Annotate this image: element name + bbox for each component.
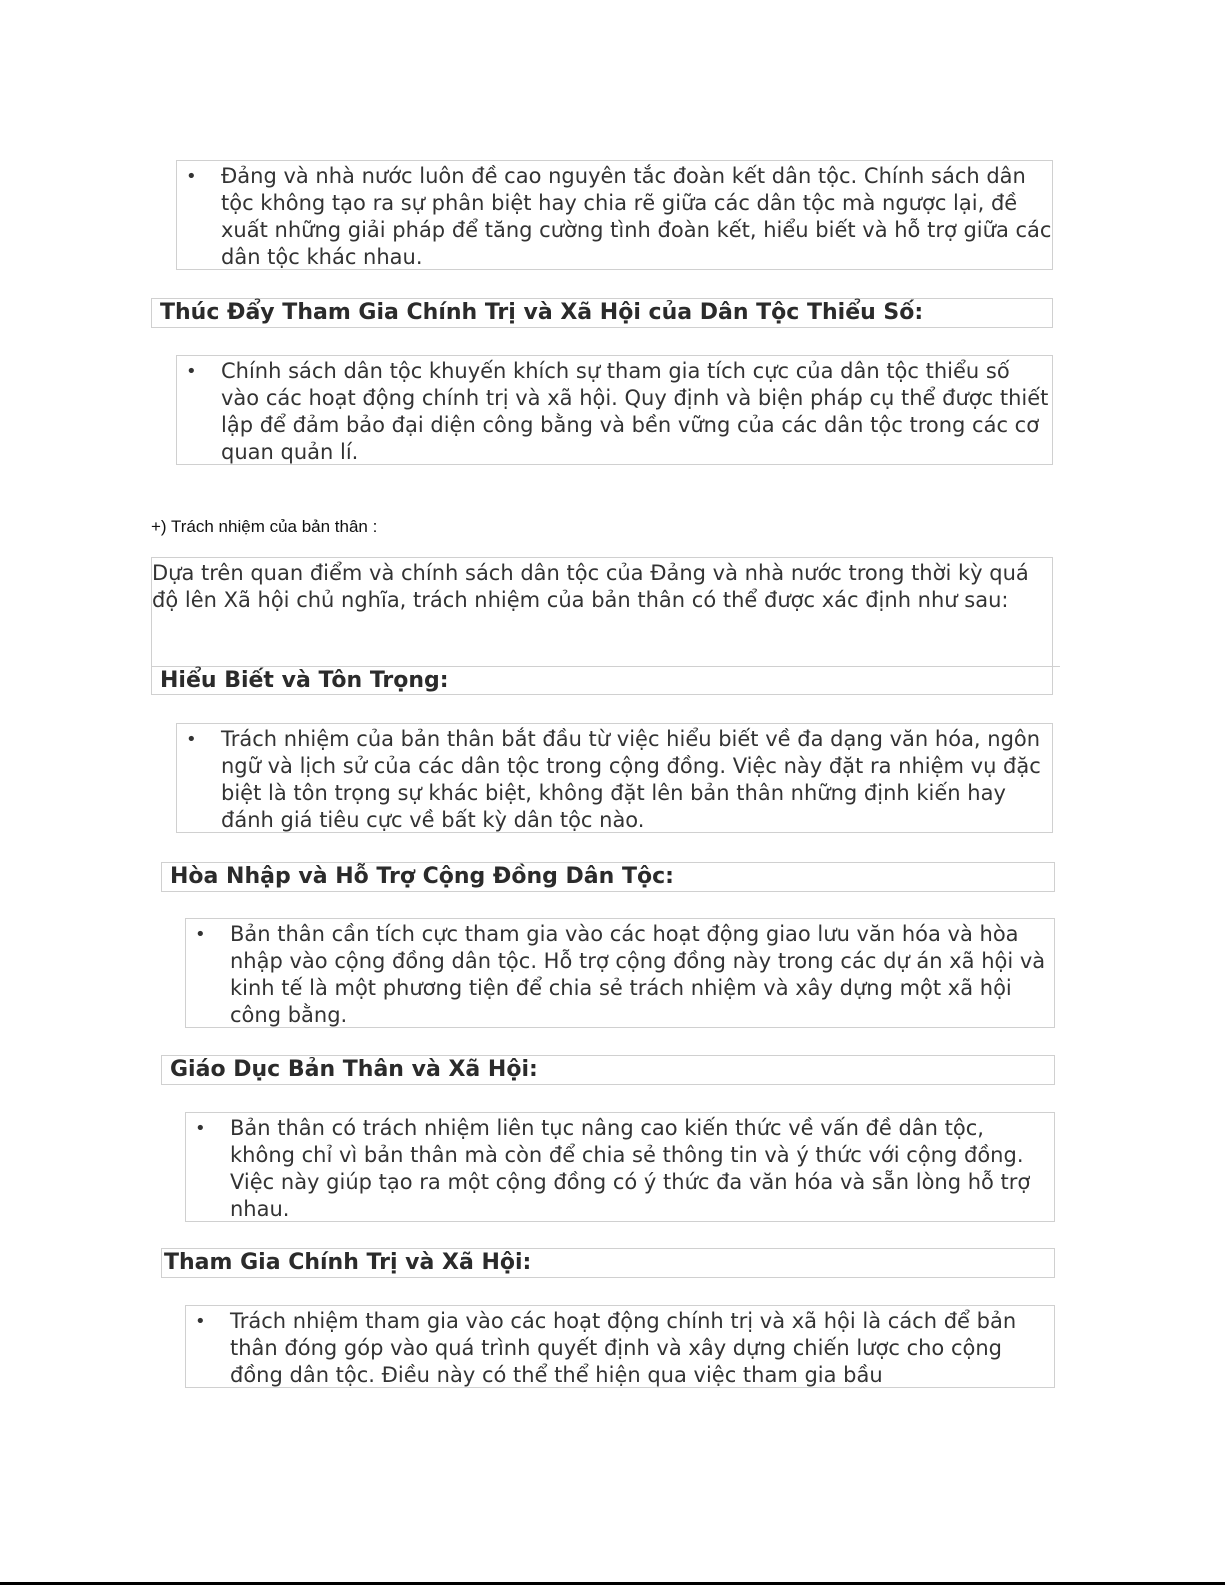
bullet-block-political-social — [185, 1305, 1055, 1388]
bullet-text: Chính sách dân tộc khuyến khích sự tham gia tích cực của dân tộc thiểu số vào các hoạt động chính trị và xã hội. Quy định và biện pháp cụ thể được thiết lập để đảm bảo đại diện công bằng và bền vững của các dân tộc trong các cơ quan quản lí. — [221, 359, 1049, 464]
bullet-text: Trách nhiệm tham gia vào các hoạt động chính trị và xã hội là cách để bản thân đóng góp vào quá trình quyết định và xây dựng chiến lược cho cộng đồng dân tộc. Điều này có thể thể hiện qua việc tham gia bầu — [230, 1309, 1017, 1387]
heading-understanding — [152, 666, 1060, 695]
bullet-block-minority-participation — [176, 355, 1053, 465]
bullet-dot: • — [195, 1311, 206, 1332]
bullet-block-unity — [176, 160, 1053, 270]
bullet-item — [177, 163, 1052, 271]
bullet-block-understanding — [176, 723, 1053, 833]
heading-text: Thúc Đẩy Tham Gia Chính Trị và Xã Hội của Dân Tộc Thiểu Số: — [160, 300, 924, 325]
bullet-item — [177, 726, 1052, 834]
intro-text: Dựa trên quan điểm và chính sách dân tộc của Đảng và nhà nước trong thời kỳ quá độ lên Xã hội chủ nghĩa, trách nhiệm của bản thân có thể được xác định như sau: — [152, 561, 1029, 612]
bullet-text: Bản thân có trách nhiệm liên tục nâng cao kiến thức về vấn đề dân tộc, không chỉ vì bản thân mà còn để chia sẻ thông tin và ý thức với cộng đồng. Việc này giúp tạo ra một cộng đồng có ý thức đa văn hóa và sẵn lòng hỗ trợ nhau. — [230, 1116, 1031, 1221]
bullet-item — [186, 921, 1054, 1029]
bullet-dot: • — [186, 361, 197, 382]
bullet-dot: • — [186, 729, 197, 750]
heading-political-participation — [151, 298, 1053, 328]
bullet-block-integration — [185, 918, 1055, 1028]
bullet-item — [186, 1115, 1054, 1223]
heading-text: Hiểu Biết và Tôn Trọng: — [160, 668, 449, 693]
bullet-dot: • — [186, 166, 197, 187]
bullet-item — [186, 1308, 1054, 1388]
heading-integration — [161, 862, 1055, 892]
heading-text: Giáo Dục Bản Thân và Xã Hội: — [170, 1057, 538, 1082]
heading-text: Tham Gia Chính Trị và Xã Hội: — [164, 1250, 532, 1275]
bullet-dot: • — [195, 924, 206, 945]
bullet-text: Đảng và nhà nước luôn đề cao nguyên tắc đoàn kết dân tộc. Chính sách dân tộc không tạo ra sự phân biệt hay chia rẽ giữa các dân tộc mà ngược lại, đề xuất những giải pháp để tăng cường tình đoàn kết, hiểu biết và hỗ trợ giữa các dân tộc khác nhau. — [221, 164, 1052, 269]
bullet-text: Bản thân cần tích cực tham gia vào các hoạt động giao lưu văn hóa và hòa nhập vào cộng đồng dân tộc. Hỗ trợ cộng đồng này trong các dự án xã hội và kinh tế là một phương tiện để chia sẻ trách nhiệm và xây dựng một xã hội công bằng. — [230, 922, 1046, 1027]
intro-block — [151, 557, 1053, 695]
bullet-text: Trách nhiệm của bản thân bắt đầu từ việc hiểu biết về đa dạng văn hóa, ngôn ngữ và lịch sử của các dân tộc trong cộng đồng. Việc này đặt ra nhiệm vụ đặc biệt là tôn trọng sự khác biệt, không đặt lên bản thân những định kiến hay đánh giá tiêu cực về bất kỳ dân tộc nào. — [221, 727, 1041, 832]
bullet-dot: • — [195, 1118, 206, 1139]
heading-political-social — [161, 1248, 1055, 1278]
bullet-block-education — [185, 1112, 1055, 1222]
heading-education — [161, 1055, 1055, 1085]
heading-text: Hòa Nhập và Hỗ Trợ Cộng Đồng Dân Tộc: — [170, 864, 674, 889]
section-title: +) Trách nhiệm của bản thân : — [151, 517, 378, 536]
bullet-item — [177, 358, 1052, 466]
